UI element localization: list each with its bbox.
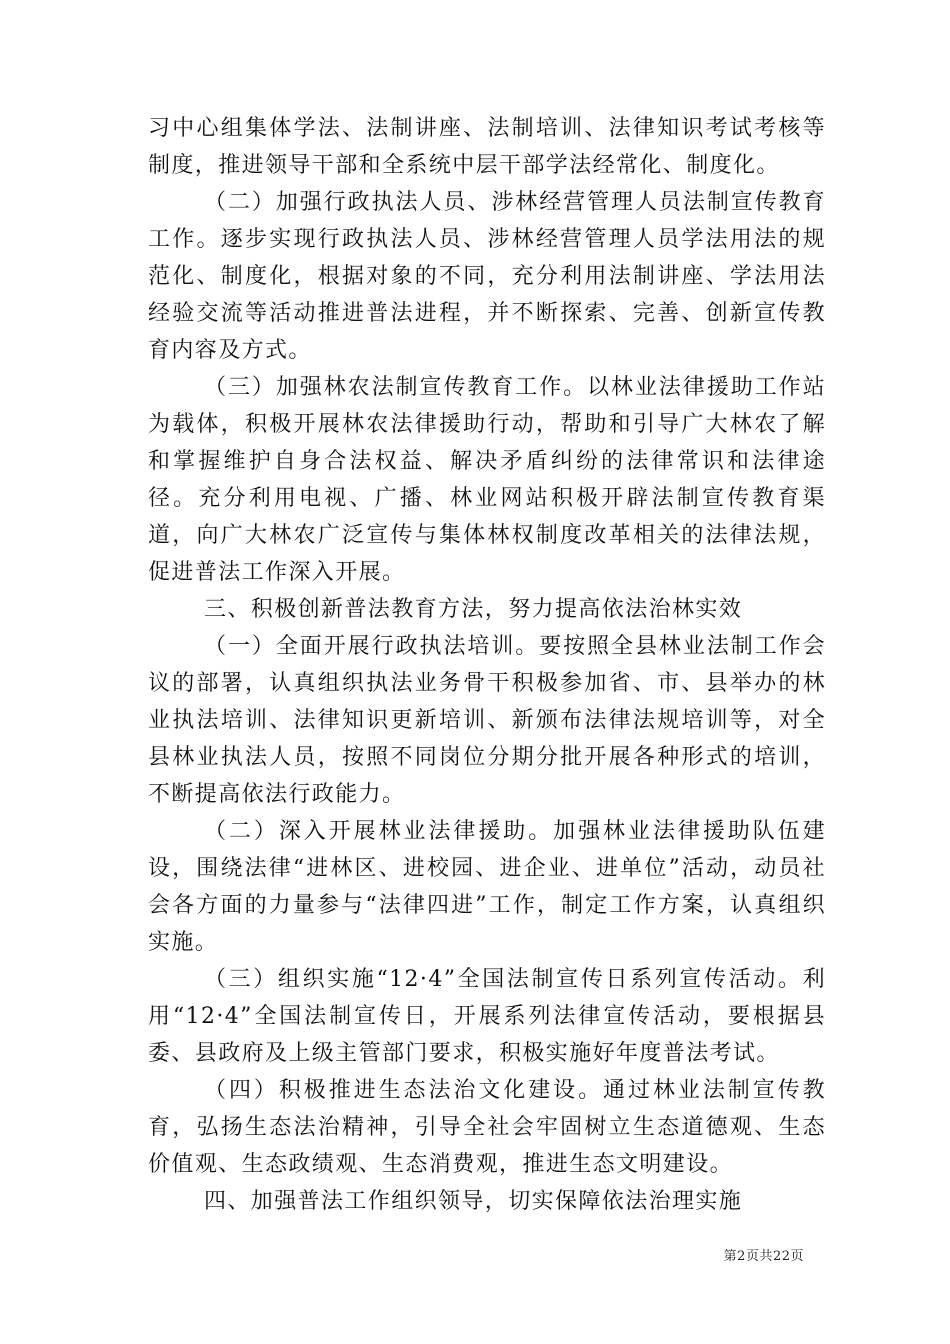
paragraph-section-3-4: （四）积极推进生态法治文化建设。通过林业法制宣传教育，弘扬生态法治精神，引导全社会牢固树立生态道德观、生态价值观、生态政绩观、生态消费观，推进生态文明建设。 xyxy=(148,1078,826,1177)
document-body xyxy=(148,110,826,1220)
paragraph-section-3-3: （三）组织实施“12·4”全国法制宣传日系列宣传活动。利用“12·4”全国法制宣传日，开展系列法律宣传活动，要根据县委、县政府及上级主管部门要求，积极实施好年度普法考试。 xyxy=(148,967,826,1066)
paragraph-section-3-1: （一）全面开展行政执法培训。要按照全县林业法制工作会议的部署，认真组织执法业务骨干积极参加省、市、县举办的林业执法培训、法律知识更新培训、新颁布法律法规培训等，对全县林业执法人员，按照不同岗位分期分批开展各种形式的培训，不断提高依法行政能力。 xyxy=(148,634,826,807)
paragraph-section-3-2: （二）深入开展林业法律援助。加强林业法律援助队伍建设，围绕法律“进林区、进校园、进企业、进单位”活动，动员社会各方面的力量参与“法律四进”工作，制定工作方案，认真组织实施。 xyxy=(148,819,826,955)
page-number-footer: 第2页共22页 xyxy=(723,1249,804,1264)
paragraph-continuation: 习中心组集体学法、法制讲座、法制培训、法律知识考试考核等制度，推进领导干部和全系统中层干部学法经常化、制度化。 xyxy=(148,116,826,178)
paragraph-section-2-3: （三）加强林农法制宣传教育工作。以林业法律援助工作站为载体，积极开展林农法律援助行动，帮助和引导广大林农了解和掌握维护自身合法权益、解决矛盾纠纷的法律常识和法律途径。充分利用电视、广播、林业网站积极开辟法制宣传教育渠道，向广大林农广泛宣传与集体林权制度改革相关的法律法规，促进普法工作深入开展。 xyxy=(148,375,826,585)
section-heading-3: 三、积极创新普法教育方法，努力提高依法治林实效 xyxy=(204,597,743,622)
paragraph-section-2-2: （二）加强行政执法人员、涉林经营管理人员法制宣传教育工作。逐步实现行政执法人员、涉林经营管理人员学法用法的规范化、制度化，根据对象的不同，充分利用法制讲座、学法用法经验交流等活动推进普法进程，并不断探索、完善、创新宣传教育内容及方式。 xyxy=(148,190,826,363)
section-heading-4: 四、加强普法工作组织领导，切实保障依法治理实施 xyxy=(204,1189,743,1214)
